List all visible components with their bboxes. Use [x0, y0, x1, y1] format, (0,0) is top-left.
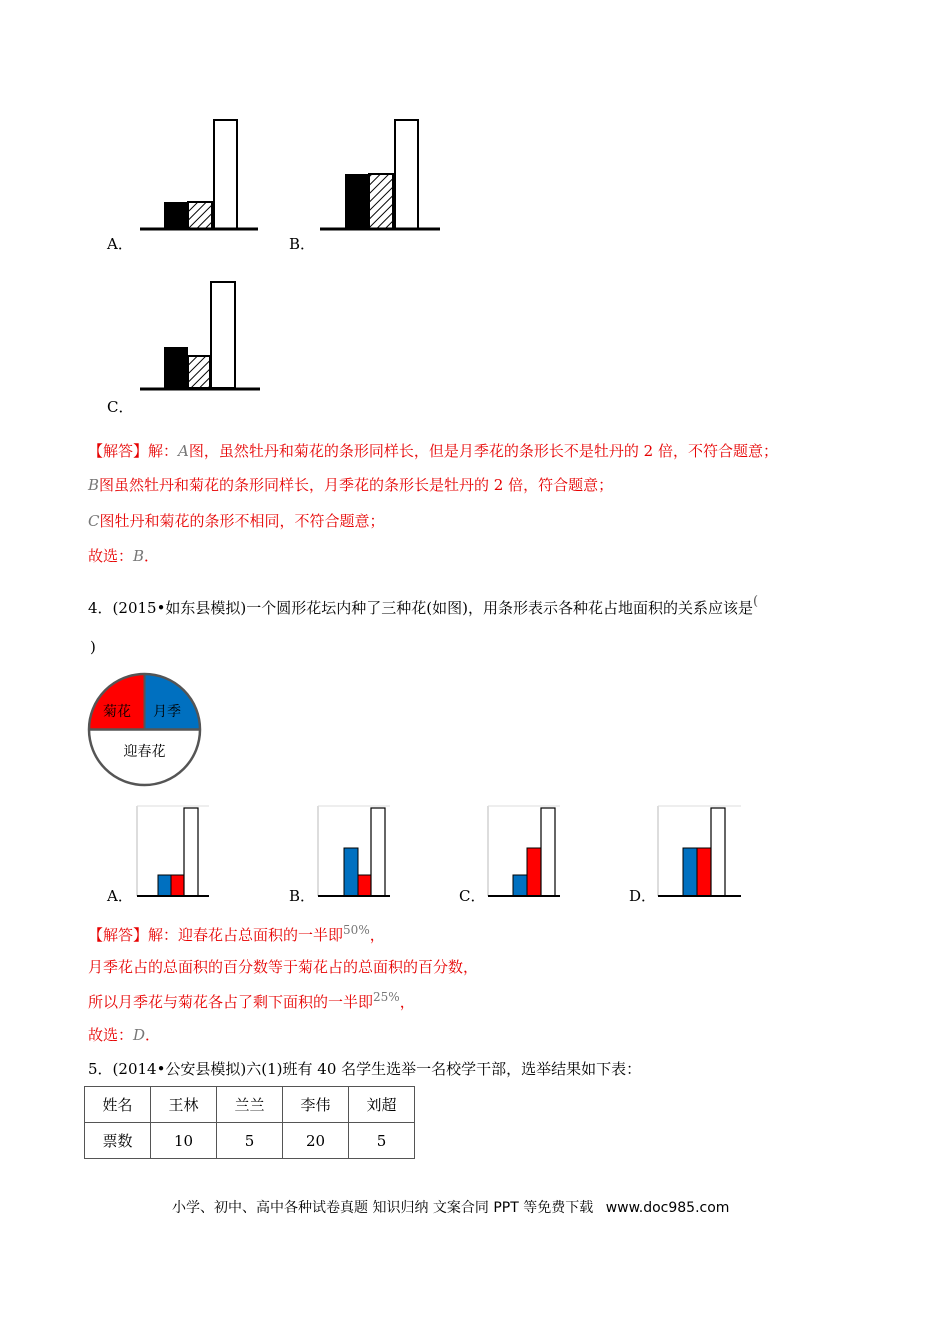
bar-chrysanthemum — [369, 174, 393, 229]
q4-stem: 4．(2015•如东县模拟)一个圆形花坛内种了三种花(如图)，用条形表示各种花占地面积的关系应该是( — [88, 594, 759, 617]
q3-answer-line2: B图虽然牡丹和菊花的条形同样长，月季花的条形长是牡丹的 2 倍，符合题意； — [88, 476, 614, 494]
bar-winter-jasmine — [711, 808, 725, 896]
bar-rose — [395, 120, 418, 229]
bar-peony — [345, 174, 369, 229]
q4-figure-b — [317, 804, 392, 900]
q4-option-d[interactable]: D． — [629, 887, 657, 905]
bar-peony — [164, 202, 188, 229]
bar-chrysanthemum — [188, 202, 212, 229]
bar-chrysanthemum — [527, 848, 541, 896]
answer-tag: 【解答】 — [88, 442, 149, 460]
q4-paren-close: ) — [90, 638, 96, 656]
q3-figure-b — [320, 115, 440, 235]
table-cell: 李伟 — [283, 1087, 349, 1123]
q3-option-a[interactable]: A． — [107, 235, 133, 253]
q3-answer-line3: C图牡丹和菊花的条形不相同，不符合题意； — [88, 512, 385, 530]
bar-rose — [214, 120, 237, 229]
q4-figure-a — [136, 804, 211, 900]
q4-pie-figure — [87, 672, 202, 787]
bar-rose — [211, 282, 235, 388]
q4-answer-line2: 月季花占的总面积的百分数等于菊花占的总面积的百分数， — [88, 958, 479, 976]
table-cell: 王林 — [151, 1087, 217, 1123]
q4-option-c[interactable]: C． — [459, 887, 486, 905]
q4-option-b[interactable]: B． — [289, 887, 316, 905]
q5-vote-table — [84, 1086, 415, 1159]
q4-answer-line4: 故选：D． — [88, 1026, 161, 1044]
q3-option-b[interactable]: B． — [289, 235, 316, 253]
pie-label-winter-jasmine: 迎春花 — [123, 744, 166, 760]
bar-chrysanthemum — [171, 875, 184, 896]
q3-answer-line4: 故选：B． — [88, 547, 160, 565]
bar-chrysanthemum — [188, 356, 210, 388]
table-cell: 20 — [283, 1123, 349, 1159]
bar-winter-jasmine — [541, 808, 555, 896]
table-cell: 票数 — [85, 1123, 151, 1159]
bar-chrysanthemum — [358, 875, 371, 896]
q4-answer-line1: 【解答】解：迎春花占总面积的一半即$^{50\%}$， — [88, 923, 385, 944]
footer-text: 小学、初中、高中各种试卷真题 知识归纳 文案合同 PPT 等免费下载 — [172, 1200, 594, 1216]
bar-rose — [344, 848, 358, 896]
q4-answer-line3: 所以月季花与菊花各占了剩下面积的一半即$^{25\%}$， — [88, 990, 415, 1011]
bar-rose — [158, 875, 171, 896]
pie-label-rose: 月季 — [153, 704, 181, 720]
bar-peony — [164, 347, 188, 388]
table-cell: 5 — [349, 1123, 415, 1159]
bar-winter-jasmine — [184, 808, 198, 896]
q3-figure-a — [140, 115, 260, 235]
q5-stem: 5．(2014•公安县模拟)六(1)班有 40 名学生选举一名校学干部，选举结果如下表： — [88, 1060, 642, 1078]
bar-chrysanthemum — [697, 848, 711, 896]
pie-label-chrysanthemum: 菊花 — [103, 704, 131, 720]
bar-rose — [683, 848, 697, 896]
table-cell: 10 — [151, 1123, 217, 1159]
q3-figure-c — [140, 277, 265, 397]
q3-answer-line1: 【解答】解：A图，虽然牡丹和菊花的条形同样长，但是月季花的条形长不是牡丹的 2 倍，不符合题意； — [88, 442, 778, 460]
q3-option-c[interactable]: C． — [107, 398, 134, 416]
footer-link[interactable]: www.doc985.com — [605, 1200, 730, 1216]
table-row — [85, 1123, 415, 1159]
q4-figure-d — [657, 804, 745, 900]
bar-rose — [513, 875, 527, 896]
table-row — [85, 1087, 415, 1123]
table-cell: 姓名 — [85, 1087, 151, 1123]
page-footer — [172, 1197, 729, 1217]
table-cell: 刘超 — [349, 1087, 415, 1123]
table-cell: 5 — [217, 1123, 283, 1159]
table-cell: 兰兰 — [217, 1087, 283, 1123]
answer-tag: 【解答】 — [88, 926, 149, 944]
q4-figure-c — [487, 804, 562, 900]
q4-option-a[interactable]: A． — [107, 887, 133, 905]
bar-winter-jasmine — [371, 808, 385, 896]
